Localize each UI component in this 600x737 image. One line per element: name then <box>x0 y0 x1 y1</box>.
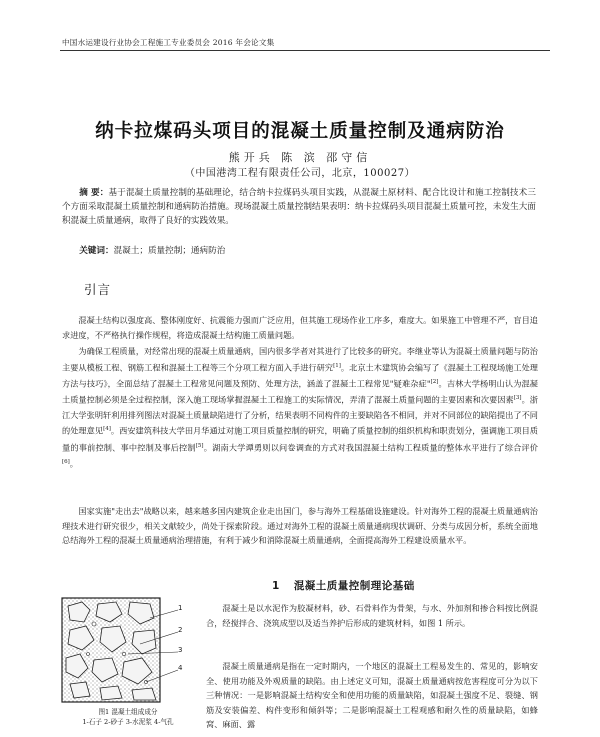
figure-label-4: 4 <box>178 664 183 672</box>
section-1-number: 1 <box>272 580 280 592</box>
figure-label-1: 1 <box>178 604 183 612</box>
figure-1-caption <box>58 707 198 727</box>
section-1-heading <box>272 578 415 593</box>
keywords-text: 混凝土；质量控制；通病防治 <box>113 246 226 256</box>
section-1-para2-text: 混凝土质量通病是指在一定时期内，一个地区的混凝土工程易发生的、常见的，影响安全、使用功能及外观质量的缺陷。由上述定义可知，混凝土质量通病按危害程度可分为以下三种情况：一是影响混凝土结构安全和使用功能的质量缺陷，如混凝土强度不足、裂缝、钢筋及安装偏差、构件变形和倾斜等；二是影响混凝土工程观感和耐久性的质量缺陷，如蜂窝、麻面、露 <box>206 661 538 730</box>
paper-title: 纳卡拉煤码头项目的混凝土质量控制及通病防治 <box>95 121 505 142</box>
citation-ref-4: [4] <box>103 426 111 433</box>
section-1-title: 混凝土质量控制理论基础 <box>293 580 415 592</box>
section-1-para1-text: 混凝土是以水泥作为胶凝材料，砂、石骨料作为骨架，与水、外加剂和掺合料按比例混合，经搅拌合、浇筑成型以及适当养护后形成的建筑材料，如图 1 所示。 <box>206 603 538 628</box>
intro-para2-seg-g: 。 <box>69 458 78 469</box>
intro-heading: 引言 <box>84 282 112 297</box>
proceedings-header: 中国水运建设行业协会工程施工专业委员会 2016 年会论文集 <box>62 38 275 47</box>
paper-authors: 熊开兵 陈 滨 邵守信 <box>228 151 372 164</box>
intro-paragraph-1 <box>62 313 538 342</box>
citation-ref-6: [6] <box>62 458 70 465</box>
figure-1-concrete-composition <box>60 596 188 706</box>
intro-para2-seg-c: 。吉林大学杨明山认为混凝土质量控制必须是全过程控制，深入施工现场掌握混凝土工程施工的实际情况，弄清了混凝土质量问题的主要因素和次要因素 <box>62 378 538 405</box>
intro-paragraph-3 <box>62 504 538 548</box>
intro-para2-seg-e: 。西安建筑科技大学田月华通过对施工项目质量控制的研究，明确了质量控制的组织机构和职责划分，强调施工项目质量的事前控制、事中控制及事后控制 <box>62 425 538 453</box>
citation-ref-1: [1] <box>333 362 341 369</box>
citation-ref-3: [3] <box>513 395 522 402</box>
keywords-label: 关键词： <box>79 246 114 256</box>
intro-para3-text: 国家实施"走出去"战略以来，越来越多国内建筑企业走出国门，参与海外工程基础设施建设。针对海外工程的混凝土质量通病治理技术进行研究很少，相关文献较少，尚处于探索阶段。通过对海外工程的混凝土质量通病现状调研、分类与成因分析，系统全面地总结海外工程的混凝土质量通病治理措施，有利于减少和消除混凝土质量通病，全面提高海外工程建设质量水平。 <box>62 506 538 546</box>
intro-para1-text: 混凝土结构以强度高、整体刚度好、抗震能力强而广泛应用，但其施工现场作业工序多，难度大。如果施工中管理不严，盲目追求进度，不严格执行操作规程，将造成混凝土结构施工质量问题。 <box>62 315 538 340</box>
section-1-paragraph-2 <box>206 659 538 732</box>
abstract <box>62 186 536 228</box>
paper-affiliation: （中国港湾工程有限责任公司，北京，100027） <box>184 168 416 179</box>
keywords <box>62 244 536 258</box>
intro-paragraph-2 <box>62 344 538 471</box>
intro-para2-seg-a: 为确保工程质量，对经常出现的混凝土质量通病，国内很多学者对其进行了比较多的研究。李继业等认为混凝土质量问题与防治主要从模板工程、钢筋工程和混凝土工程等三个分项工程方面入手进行研究 <box>62 346 538 373</box>
abstract-label: 摘 要： <box>79 188 109 198</box>
intro-para2-seg-f: 。湖南大学谭勇则以问卷调查的方式对我国混凝土结构工程质量的整体水平进行了综合评价 <box>203 442 538 453</box>
intro-para2-seg-b: 。北京土木建筑协会编写了《混凝土工程现场施工处理方法与技巧》，全面总结了混凝土工程常见问题及预防、处理方法，涵盖了混凝土工程常见"疑难杂症" <box>62 362 538 389</box>
concrete-cross-section-diagram <box>60 596 188 706</box>
citation-ref-5: [5] <box>195 442 204 449</box>
abstract-text: 基于混凝土质量控制的基础理论，结合纳卡拉煤码头项目实践，从混凝土原材料、配合比设计和施工控制技术三个方面采取混凝土质量控制和通病防治措施。现场混凝土质量控制结果表明：纳卡拉煤码头项目混凝土质量可控，未发生大面积混凝土质量通病，取得了良好的实践效果。 <box>62 188 536 226</box>
header-rule <box>60 50 550 51</box>
section-1-paragraph-1 <box>206 601 538 630</box>
figure-label-2: 2 <box>178 626 183 634</box>
figure-1-caption-legend: 1-石子 2-砂子 3-水泥浆 4-气孔 <box>82 718 174 726</box>
intro-para2-text <box>62 344 538 471</box>
figure-label-3: 3 <box>178 646 183 654</box>
intro-para2-seg-d: 。浙江大学张明轩利用排列图法对混凝土质量缺陷进行了分析，结果表明不同构件的主要缺陷各不相同，并对不同部位的缺陷提出了不同的处理意见 <box>62 394 538 436</box>
figure-1-caption-title: 图1 混凝土组成成分 <box>98 708 158 716</box>
citation-ref-2: [2] <box>430 378 439 385</box>
